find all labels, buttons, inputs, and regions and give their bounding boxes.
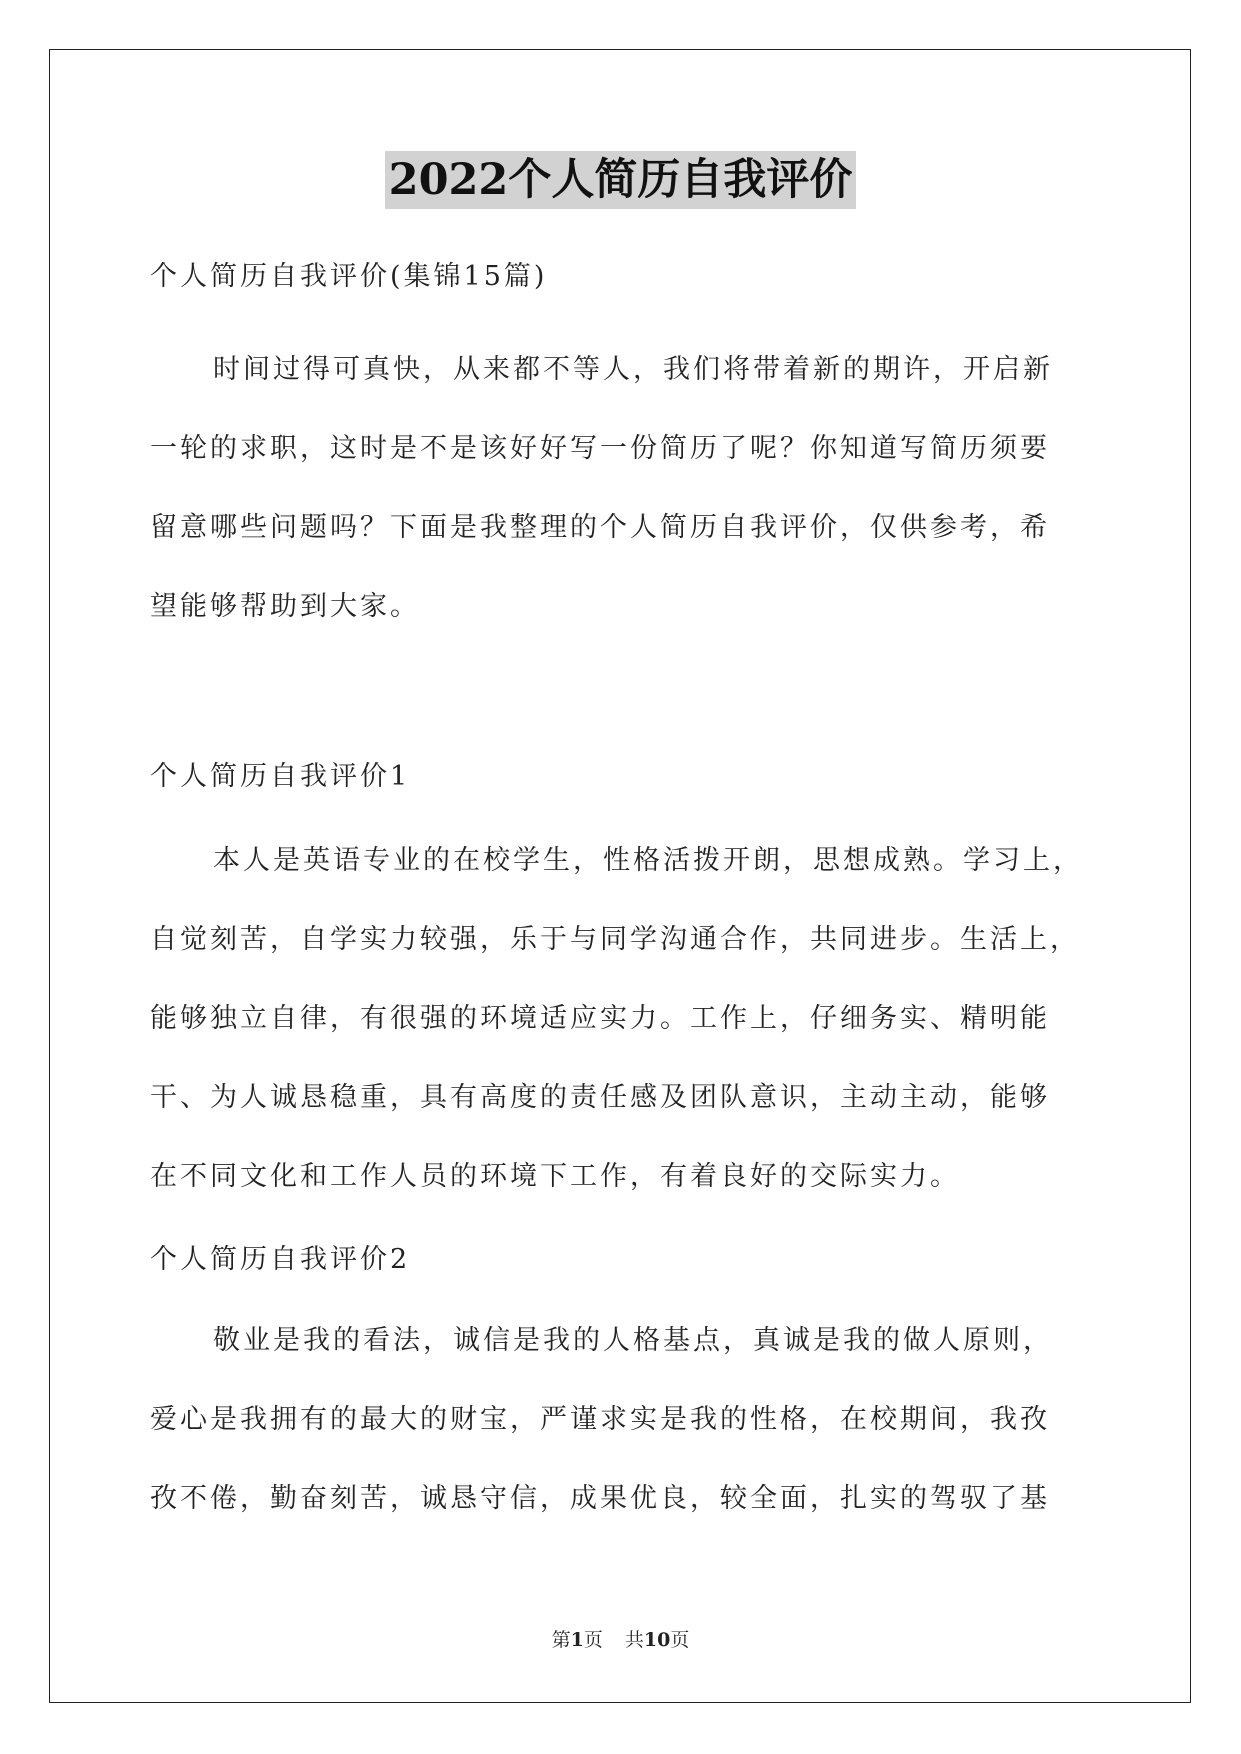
section-2-paragraph-line: 敬业是我的看法，诚信是我的人格基点，真诚是我的做人原则，	[213, 1325, 1053, 1356]
section-2-paragraph-line: 爱心是我拥有的最大的财宝，严谨求实是我的性格，在校期间，我孜	[150, 1404, 1050, 1435]
intro-paragraph-line: 望能够帮助到大家。	[150, 591, 420, 622]
intro-paragraph-line: 留意哪些问题吗？下面是我整理的个人简历自我评价，仅供参考，希	[150, 512, 1050, 543]
page-footer	[0, 1627, 1241, 1653]
section-heading-2: 个人简历自我评价2	[150, 1244, 411, 1275]
intro-paragraph-line: 一轮的求职，这时是不是该好好写一份简历了呢？你知道写简历须要	[150, 433, 1050, 464]
section-1-paragraph-line: 本人是英语专业的在校学生，性格活拨开朗，思想成熟。学习上，	[213, 845, 1083, 876]
page-indicator: 第1页	[551, 1629, 603, 1651]
section-1-paragraph-line: 在不同文化和工作人员的环境下工作，有着良好的交际实力。	[150, 1161, 960, 1192]
current-page-number: 1	[570, 1629, 584, 1651]
section-1-paragraph-line: 能够独立自律，有很强的环境适应实力。工作上，仔细务实、精明能	[150, 1003, 1050, 1034]
document-title: 2022个人简历自我评价	[385, 151, 857, 209]
total-page-count: 10	[643, 1629, 671, 1651]
collection-subtitle: 个人简历自我评价(集锦15篇)	[150, 261, 548, 292]
section-2-paragraph-line: 孜不倦，勤奋刻苦，诚恳守信，成果优良，较全面，扎实的驾驭了基	[150, 1483, 1050, 1514]
section-1-paragraph-line: 自觉刻苦，自学实力较强，乐于与同学沟通合作，共同进步。生活上，	[150, 924, 1080, 955]
title-container	[0, 151, 1241, 209]
section-heading-1: 个人简历自我评价1	[150, 761, 411, 792]
total-pages-indicator: 共10页	[624, 1629, 690, 1651]
intro-paragraph-line: 时间过得可真快，从来都不等人，我们将带着新的期许，开启新	[213, 354, 1053, 385]
section-1-paragraph-line: 干、为人诚恳稳重，具有高度的责任感及团队意识，主动主动，能够	[150, 1082, 1050, 1113]
